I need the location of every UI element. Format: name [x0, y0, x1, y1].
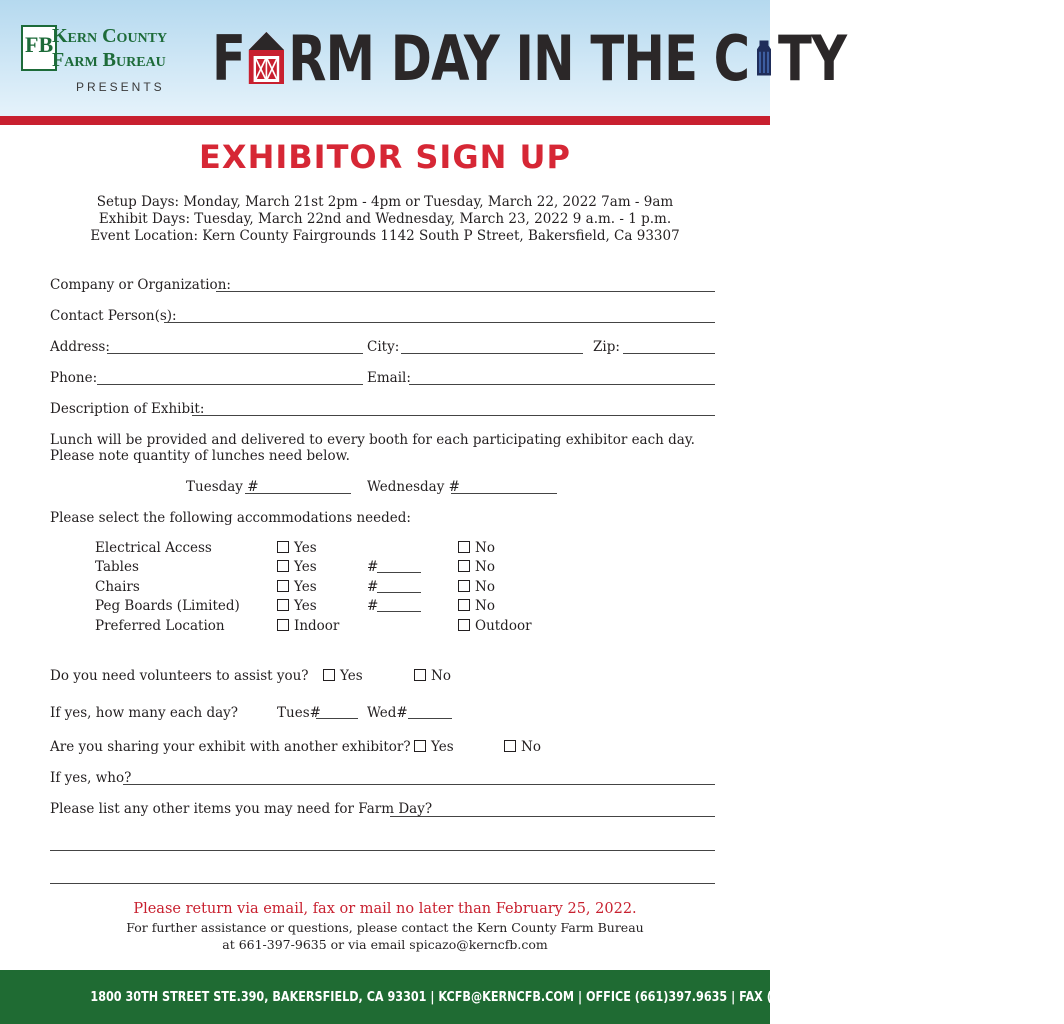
org-name [52, 24, 212, 72]
volunteers-tues-label: Tues# [277, 705, 321, 721]
pegboards-qty-field[interactable] [377, 611, 421, 612]
checkbox-label: No [431, 668, 451, 684]
checkbox-box [277, 599, 289, 611]
wednesday-lunch-field[interactable] [451, 493, 557, 494]
footer-bar [0, 970, 974, 1024]
barn-icon [247, 30, 285, 86]
assistance-line-1: For further assistance or questions, please contact the Kern County Farm Bureau [126, 920, 644, 935]
tables-qty-field[interactable] [377, 572, 421, 573]
kcfb-logo-mark [22, 26, 56, 70]
volunteers-question: Do you need volunteers to assist you? [50, 668, 309, 684]
checkbox-label: Indoor [294, 618, 340, 634]
checkbox-box [414, 669, 426, 681]
pegboards-yes-checkbox[interactable] [277, 598, 317, 614]
org-name-line1: Kern County [52, 25, 168, 47]
checkbox-label: No [475, 598, 495, 614]
company-field[interactable] [216, 291, 715, 292]
contact-label: Contact Person(s): [50, 308, 177, 324]
setup-days: Setup Days: Monday, March 21st 2pm - 4pm or Tuesday, March 22, 2022 7am - 9am [96, 194, 674, 210]
tables-yes-checkbox[interactable] [277, 559, 317, 575]
red-divider [0, 116, 770, 125]
description-label: Description of Exhibit: [50, 401, 205, 417]
lunch-note-2: Please note quantity of lunches need below. [50, 448, 350, 464]
checkbox-box [504, 740, 516, 752]
header-banner [0, 0, 847, 118]
checkbox-box [458, 619, 470, 631]
checkbox-label: Yes [431, 739, 454, 755]
other-items-line-3[interactable] [50, 883, 715, 884]
city-field[interactable] [401, 353, 583, 354]
checkbox-box [458, 599, 470, 611]
checkbox-box [277, 580, 289, 592]
pegboards-no-checkbox[interactable] [458, 598, 495, 614]
accommodation-label: Chairs [95, 579, 140, 595]
event-title [212, 20, 847, 98]
form-title: EXHIBITOR SIGN UP [199, 138, 571, 176]
chairs-qty-label: # [367, 579, 379, 595]
electrical-no-checkbox[interactable] [458, 540, 495, 556]
wednesday-lunch-label: Wednesday # [367, 479, 460, 495]
checkbox-label: Yes [294, 559, 317, 575]
assistance-line-2: at 661-397-9635 or via email spicazo@kerncfb.com [222, 937, 548, 952]
checkbox-label: No [521, 739, 541, 755]
checkbox-box [277, 541, 289, 553]
skyscraper-icon [752, 30, 776, 86]
checkbox-box [323, 669, 335, 681]
checkbox-label: Yes [294, 579, 317, 595]
tuesday-lunch-field[interactable] [245, 493, 351, 494]
phone-field[interactable] [97, 384, 363, 385]
lunch-note-1: Lunch will be provided and delivered to every booth for each participating exhibitor each day. [50, 432, 695, 448]
checkbox-box [414, 740, 426, 752]
tuesday-lunch-label: Tuesday # [186, 479, 259, 495]
event-title-part1: F [212, 22, 246, 95]
email-field[interactable] [409, 384, 715, 385]
event-location: Event Location: Kern County Fairgrounds 1142 South P Street, Bakersfield, Ca 93307 [90, 228, 680, 244]
location-outdoor-checkbox[interactable] [458, 618, 532, 634]
accommodations-heading: Please select the following accommodations needed: [50, 510, 411, 526]
checkbox-label: No [475, 559, 495, 575]
sharing-yes-checkbox[interactable] [414, 739, 454, 755]
tables-qty-label: # [367, 559, 379, 575]
chairs-yes-checkbox[interactable] [277, 579, 317, 595]
location-indoor-checkbox[interactable] [277, 618, 339, 634]
chairs-no-checkbox[interactable] [458, 579, 495, 595]
zip-label: Zip: [593, 339, 620, 355]
checkbox-box [277, 619, 289, 631]
return-deadline: Please return via email, fax or mail no later than February 25, 2022. [133, 901, 637, 917]
description-field[interactable] [192, 415, 715, 416]
checkbox-box [458, 560, 470, 572]
volunteers-wed-field[interactable] [408, 718, 452, 719]
volunteers-wed-label: Wed# [367, 705, 408, 721]
accommodation-label: Tables [95, 559, 139, 575]
event-title-part3: TY [778, 22, 847, 95]
presents-label: PRESENTS [76, 80, 165, 94]
address-label: Address: [50, 339, 110, 355]
sharing-who-label: If yes, who? [50, 770, 132, 786]
org-name-line2: Farm Bureau [52, 49, 166, 71]
footer-contact: 1800 30TH STREET STE.390, BAKERSFIELD, CA 93301 | KCFB@KERNCFB.COM | OFFICE (661)397.9635 | FAX (661) 397.3404 | GROW WITH US [90, 989, 974, 1005]
sharing-no-checkbox[interactable] [504, 739, 541, 755]
checkbox-box [458, 541, 470, 553]
checkbox-label: No [475, 579, 495, 595]
checkbox-label: Yes [294, 540, 317, 556]
contact-field[interactable] [164, 322, 715, 323]
sharing-question: Are you sharing your exhibit with another exhibitor? [50, 739, 411, 755]
checkbox-box [277, 560, 289, 572]
other-items-line-2[interactable] [50, 850, 715, 851]
accommodation-label: Peg Boards (Limited) [95, 598, 240, 614]
electrical-yes-checkbox[interactable] [277, 540, 317, 556]
chairs-qty-field[interactable] [377, 592, 421, 593]
svg-text:FB: FB [25, 32, 54, 57]
accommodation-label: Preferred Location [95, 618, 225, 634]
checkbox-box [458, 580, 470, 592]
exhibit-days: Exhibit Days: Tuesday, March 22nd and Wednesday, March 23, 2022 9 a.m. - 1 p.m. [98, 211, 672, 227]
phone-label: Phone: [50, 370, 98, 386]
checkbox-label: Yes [340, 668, 363, 684]
checkbox-label: No [475, 540, 495, 556]
volunteers-yes-checkbox[interactable] [323, 668, 363, 684]
event-title-part2: RM DAY IN THE C [288, 22, 750, 95]
address-field[interactable] [107, 353, 363, 354]
tables-no-checkbox[interactable] [458, 559, 495, 575]
company-label: Company or Organization: [50, 277, 231, 293]
zip-field[interactable] [623, 353, 715, 354]
volunteers-how-many: If yes, how many each day? [50, 705, 239, 721]
accommodation-label: Electrical Access [95, 540, 212, 556]
city-label: City: [367, 339, 400, 355]
checkbox-label: Outdoor [475, 618, 532, 634]
sharing-who-field[interactable] [123, 784, 715, 785]
other-items-label: Please list any other items you may need for Farm Day? [50, 801, 433, 817]
checkbox-label: Yes [294, 598, 317, 614]
email-label: Email: [367, 370, 411, 386]
other-items-field[interactable] [390, 816, 715, 817]
volunteers-tues-field[interactable] [316, 718, 358, 719]
volunteers-no-checkbox[interactable] [414, 668, 451, 684]
pegboards-qty-label: # [367, 598, 379, 614]
